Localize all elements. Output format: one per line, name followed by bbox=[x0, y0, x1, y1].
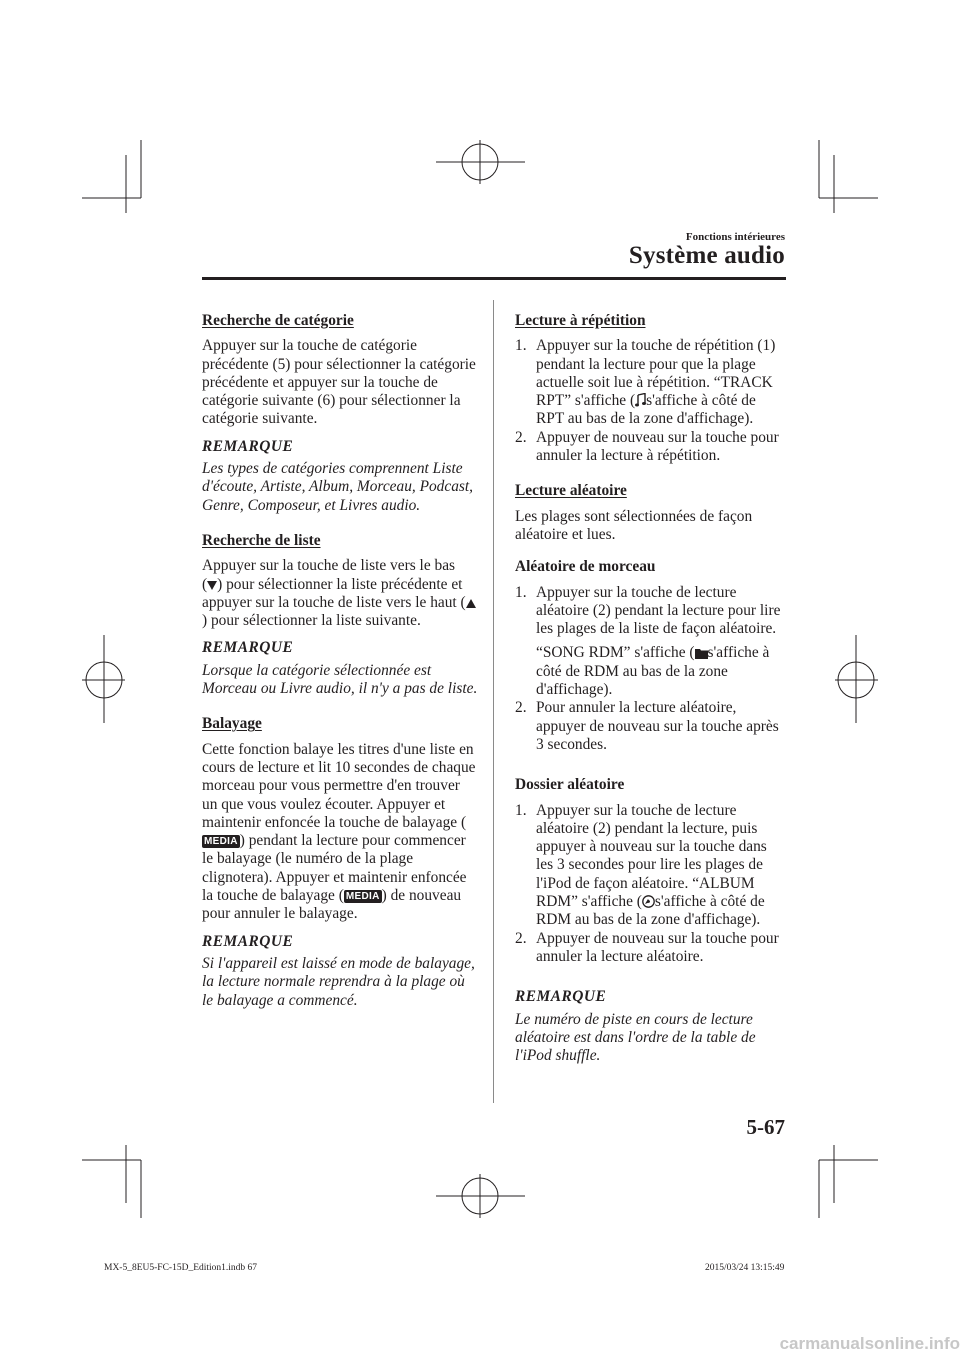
step-text: “SONG RDM” s'affiche ( bbox=[536, 644, 695, 662]
note-label: REMARQUE bbox=[202, 932, 294, 950]
random-note: Le numéro de piste en cours de lecture aléatoire est dans l'ordre de la table de l'iPod shuffle. bbox=[515, 1010, 756, 1065]
header-rule bbox=[202, 277, 786, 280]
category-search-section bbox=[202, 312, 478, 515]
folder-random-heading: Dossier aléatoire bbox=[515, 776, 625, 794]
song-random-heading: Aléatoire de morceau bbox=[515, 558, 656, 576]
step-text: s'affiche à côté de RDM au bas de la zone d'affichage). bbox=[536, 893, 765, 929]
scan-body-a: Cette fonction balaye les titres d'une liste en cours de lecture et lit 10 secondes de chaque morceau pour vous permettre d'en trouver un que vous voulez écouter. Appuyer et maintenir enfoncée la touche de balayage ( bbox=[202, 740, 476, 831]
list-search-note: Lorsque la catégorie sélectionnée est Morceau ou Livre audio, il n'y a pas de liste. bbox=[202, 661, 478, 698]
random-section bbox=[515, 482, 787, 1065]
song-random-steps bbox=[515, 584, 787, 755]
repeat-heading: Lecture à répétition bbox=[515, 312, 646, 329]
repeat-section bbox=[515, 312, 787, 465]
category-search-heading: Recherche de catégorie bbox=[202, 312, 354, 329]
list-item bbox=[515, 429, 787, 466]
media-button-icon: MEDIA bbox=[345, 891, 380, 903]
scan-body-b: ) pendant la lecture pour commencer le balayage (le numéro de la plage clignotera). Appuyer et maintenir enfoncée la touche de balayage ( bbox=[202, 832, 467, 905]
left-column bbox=[202, 312, 478, 1010]
disc-icon bbox=[642, 895, 655, 908]
step-text: Pour annuler la lecture aléatoire, appuyer de nouveau sur la touche après 3 secondes. bbox=[536, 699, 779, 753]
step-text: s'affiche à côté de RDM au bas de la zone d'affichage). bbox=[536, 644, 770, 699]
step-number: 1. bbox=[515, 801, 527, 819]
media-button-icon: MEDIA bbox=[204, 836, 238, 848]
scan-note: Si l'appareil est laissé en mode de balayage, la lecture normale reprendra à la plage où le balayage a commencé. bbox=[202, 954, 475, 1009]
step-number: 2. bbox=[515, 428, 527, 446]
footer-file-info: MX-5_8EU5-FC-15D_Edition1.indb 67 bbox=[104, 1263, 258, 1273]
list-item bbox=[515, 584, 787, 700]
list-search-body-c: ) pour sélectionner la liste suivante. bbox=[202, 612, 421, 630]
down-triangle-icon bbox=[207, 580, 217, 591]
list-search-section bbox=[202, 532, 478, 698]
scan-heading: Balayage bbox=[202, 715, 262, 733]
up-triangle-icon bbox=[466, 598, 476, 609]
step-number: 1. bbox=[515, 337, 527, 355]
step-text: Appuyer de nouveau sur la touche pour annuler la lecture à répétition. bbox=[536, 428, 779, 465]
folder-icon bbox=[695, 647, 708, 659]
page-title: Système audio bbox=[628, 242, 785, 269]
list-item bbox=[515, 930, 787, 967]
note-label: REMARQUE bbox=[515, 988, 607, 1006]
scan-body-c: ) de nouveau pour annuler le balayage. bbox=[202, 887, 462, 923]
random-heading: Lecture aléatoire bbox=[515, 482, 627, 500]
column-divider bbox=[493, 300, 494, 1103]
repeat-steps bbox=[515, 337, 787, 465]
note-label: REMARQUE bbox=[202, 437, 294, 455]
scan-body bbox=[202, 741, 478, 924]
section-heading: Fonctions intérieures bbox=[685, 231, 785, 243]
step-text: Appuyer sur la touche de répétition (1) pendant la lecture pour que la plage actuelle soit lue à répétition. “TRACK RPT” s'affiche ( bbox=[536, 337, 776, 410]
repeat-note-icon bbox=[635, 393, 646, 407]
list-item bbox=[515, 802, 787, 930]
step-number: 2. bbox=[515, 929, 527, 947]
random-body: Les plages sont sélectionnées de façon aléatoire et lues. bbox=[515, 507, 753, 543]
step-text: s'affiche à côté de RPT au bas de la zone d'affichage). bbox=[536, 392, 756, 428]
list-item bbox=[515, 337, 787, 428]
watermark-text: carmanualsonline.info bbox=[779, 1334, 960, 1353]
step-text: Appuyer sur la touche de lecture aléatoire (2) pendant la lecture, puis appuyer à nouveau sur la touche dans les 3 secondes pour lire les plages de l'iPod de façon aléatoire. “ALBUM RDM” s'affiche ( bbox=[536, 801, 767, 911]
step-number: 2. bbox=[515, 699, 527, 717]
step-text: Appuyer sur la touche de lecture aléatoire (2) pendant la lecture pour lire les plages de la liste de façon aléatoire. bbox=[536, 583, 781, 638]
list-search-body-a: ( bbox=[202, 575, 208, 593]
note-label: REMARQUE bbox=[202, 639, 294, 657]
folder-random-steps bbox=[515, 802, 787, 967]
list-search-body-b: ) pour sélectionner la liste précédente et appuyer sur la touche de liste vers le haut ( bbox=[202, 575, 466, 611]
list-item bbox=[515, 699, 787, 754]
step-number: 1. bbox=[515, 583, 527, 601]
list-search-heading: Recherche de liste bbox=[202, 531, 321, 549]
page-number: 5-67 bbox=[746, 1115, 785, 1139]
footer-timestamp: 2015/03/24 13:15:49 bbox=[705, 1263, 785, 1273]
category-search-body: Appuyer sur la touche de catégorie précédente (5) pour sélectionner la catégorie précédente et appuyer sur la touche de catégorie suivante (6) pour sélectionner la catégorie suivante. bbox=[202, 337, 476, 428]
list-search-body bbox=[202, 557, 478, 630]
right-column bbox=[515, 312, 787, 1065]
category-search-note: Les types de catégories comprennent Liste d'écoute, Artiste, Album, Morceau, Podcast, Genre, Composeur, et Livres audio. bbox=[202, 460, 474, 514]
step-text: Appuyer de nouveau sur la touche pour annuler la lecture aléatoire. bbox=[536, 929, 779, 965]
list-search-body-lead: Appuyer sur la touche de liste vers le bas bbox=[202, 557, 456, 575]
scan-section bbox=[202, 715, 478, 1009]
